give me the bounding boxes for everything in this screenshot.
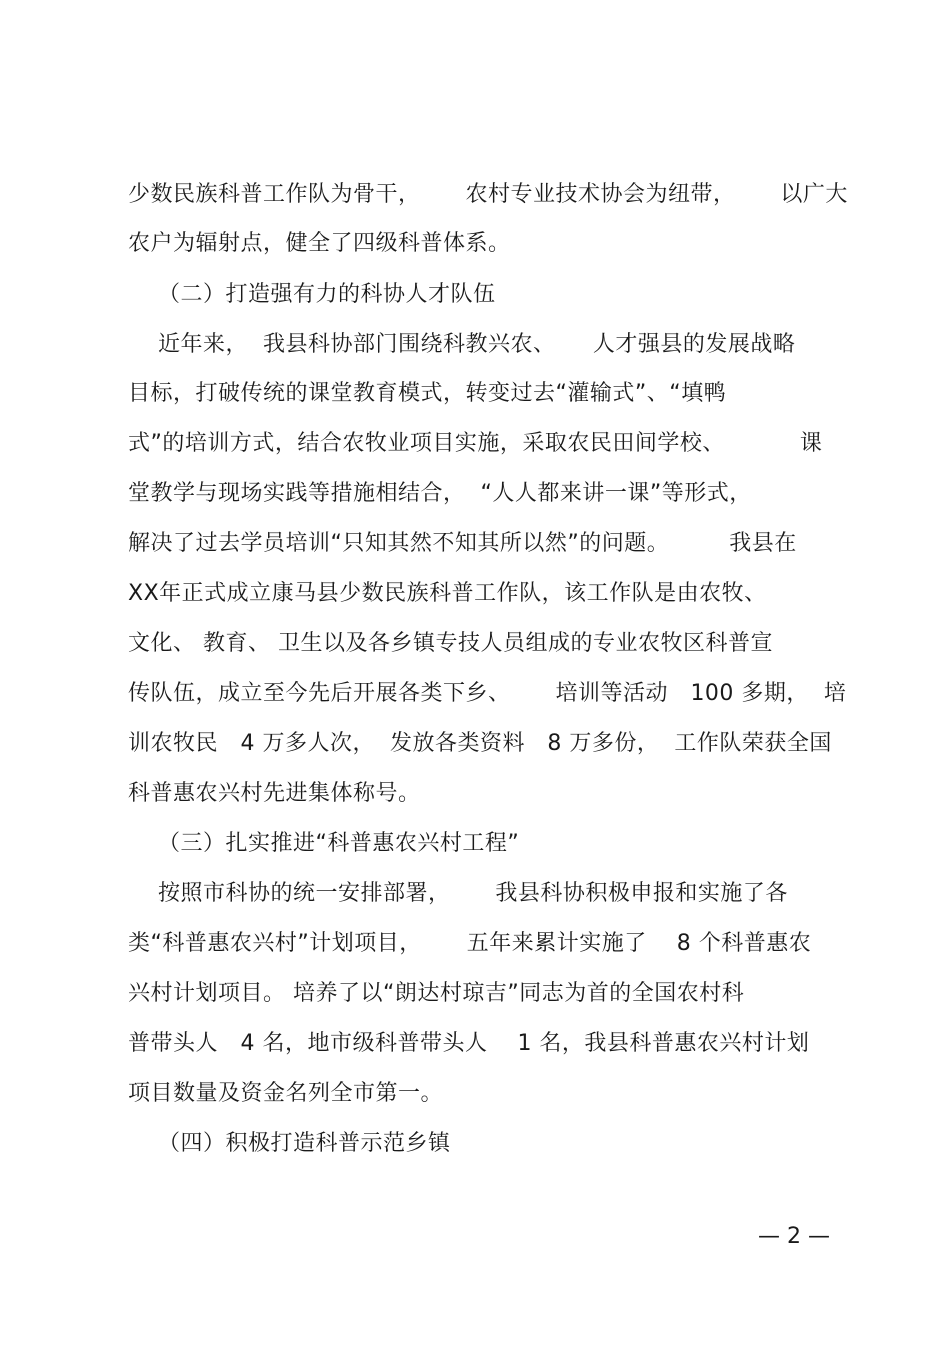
body-line: XX年正式成立康马县少数民族科普工作队，该工作队是由农牧、 [128, 581, 767, 606]
body-line: 解决了过去学员培训“只知其然不知其所以然”的问题。 我县在 [128, 531, 797, 556]
body-line: 传队伍，成立至今先后开展各类下乡、 培训等活动 100 多期， 培 [128, 681, 847, 706]
body-line: 科普惠农兴村先进集体称号。 [128, 781, 421, 806]
body-line: 目标，打破传统的课堂教育模式，转变过去“灌输式”、“填鸭 [128, 381, 727, 406]
body-line: 按照市科协的统一安排部署， 我县科协积极申报和实施了各 [128, 881, 788, 906]
body-line: 少数民族科普工作队为骨干， 农村专业技术协会为纽带， 以广大 [128, 182, 848, 207]
body-line: 兴村计划项目。 培养了以“朗达村琼吉”同志为首的全国农村科 [128, 981, 745, 1006]
body-line: 农户为辐射点，健全了四级科普体系。 [128, 231, 511, 256]
section-heading: （四）积极打造科普示范乡镇 [128, 1131, 451, 1156]
body-line: 项目数量及资金名列全市第一。 [128, 1081, 444, 1106]
section-heading: （三）扎实推进“科普惠农兴村工程” [128, 831, 520, 856]
body-line: 堂教学与现场实践等措施相结合， “人人都来讲一课”等形式， [128, 481, 752, 506]
body-line: 普带头人 4 名，地市级科普带头人 1 名，我县科普惠农兴村计划 [128, 1031, 810, 1056]
body-line: 式”的培训方式，结合农牧业项目实施，采取农民田间学校、 课 [128, 431, 823, 456]
body-line: 训农牧民 4 万多人次， 发放各类资料 8 万多份， 工作队荣获全国 [128, 731, 832, 756]
page-number: — 2 — [758, 1224, 830, 1249]
body-line: 类“科普惠农兴村”计划项目， 五年来累计实施了 8 个科普惠农 [128, 931, 812, 956]
body-line: 近年来， 我县科协部门围绕科教兴农、 人才强县的发展战略 [128, 332, 796, 357]
body-line: 文化、 教育、 卫生以及各乡镇专技人员组成的专业农牧区科普宣 [128, 631, 773, 656]
section-heading: （二）打造强有力的科协人才队伍 [128, 282, 496, 307]
